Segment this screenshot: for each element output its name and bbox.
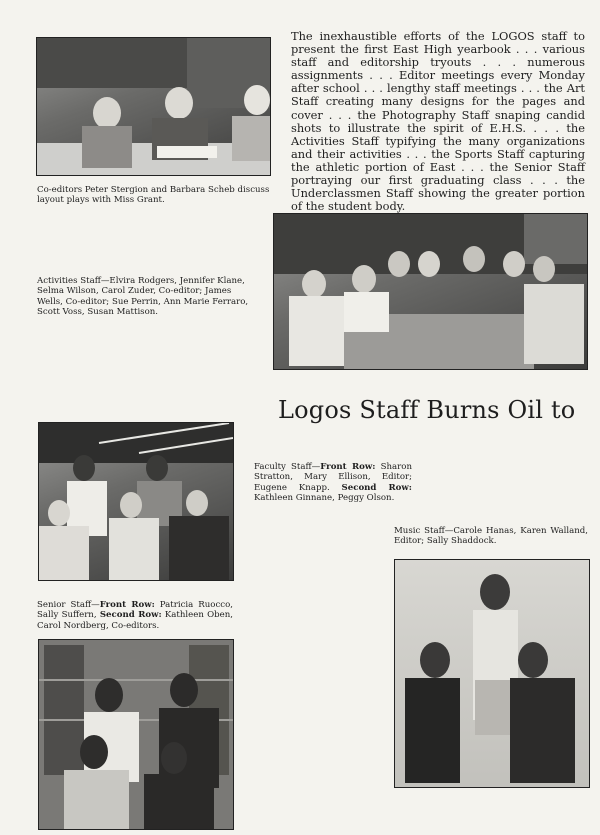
photo-faculty-staff (38, 422, 234, 581)
photo-senior-staff (38, 639, 234, 830)
caption-music-staff: Music Staff—Carole Hanas, Karen Walland, Editor; Sally Shaddock. (394, 526, 588, 547)
caption-senior-row1: Patricia Ruocco, Sally Suffern, (37, 600, 233, 621)
photo-music-staff (394, 559, 590, 788)
photo-activities-staff (273, 213, 588, 370)
caption-faculty-label: Faculty Staff— (254, 462, 321, 472)
caption-senior-row1-label: Front Row: (99, 600, 155, 610)
caption-activities-staff: Activities Staff—Elvira Rodgers, Jennifer Klane, Selma Wilson, Carol Zuder, Co-editor; James Wells, Co-editor; Sue Perrin, Ann Marie Ferraro, Scott Voss, Susan Mattison. (37, 276, 249, 317)
headline: Logos Staff Burns Oil to (278, 396, 576, 424)
caption-senior-row2-label: Second Row: (99, 610, 162, 621)
caption-coeditors: Co-editors Peter Stergion and Barbara Scheb discuss layout plays with Miss Grant. (37, 185, 270, 206)
caption-faculty-row1-label: Front Row: (320, 462, 376, 472)
intro-paragraph: The inexhaustible efforts of the LOGOS staff to present the first East High yearbook . . . various staff and editorship tryouts . . . numerous assignments . . . Editor meetings every Monday after school . . . lengthy staff meetings . . . the Art Staff creating many designs for the pages and cover . . . the Photography Staff snaping candid shots to illustrate the spirit of E.H.S. . . . the Activities Staff typifying the many organizations and their activities . . . the Sports Staff capturing the athletic portion of East . . . the Senior Staff portraying our first graduating class . . . the Underclassmen Staff showing the greater portion of the student body. (291, 29, 585, 214)
caption-faculty-staff (254, 462, 412, 503)
caption-senior-staff (37, 600, 233, 631)
caption-faculty-row2-label: Second Row: (341, 482, 412, 493)
caption-faculty-row2: Kathleen Ginnane, Peggy Olson. (254, 492, 395, 503)
caption-senior-row2: Kathleen Oben, Carol Nordberg, Co-editors. (37, 610, 233, 631)
photo-coeditors (36, 37, 271, 176)
caption-faculty-row1: Sharon Stratton, Mary Ellison, Editor; Eugene Knapp. (254, 462, 412, 493)
caption-senior-label: Senior Staff— (37, 600, 100, 610)
